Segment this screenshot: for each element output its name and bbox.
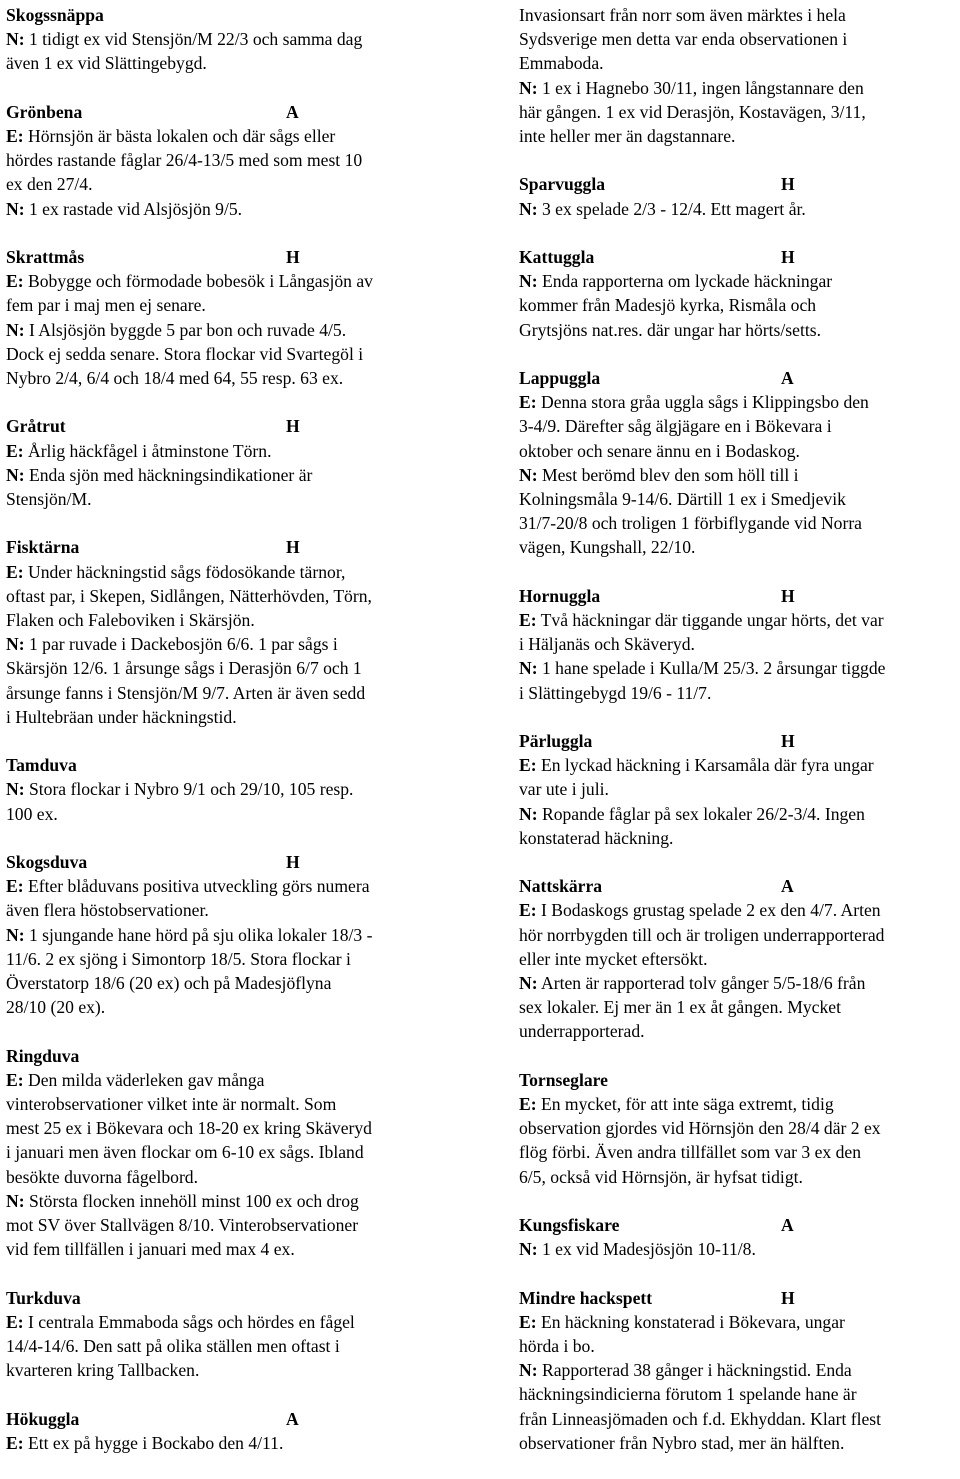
text-line	[6, 1237, 461, 1261]
species-heading	[519, 874, 957, 898]
species-heading	[6, 245, 461, 269]
line-text: 1 tidigt ex vid Stensjön/M 22/3 och samma dag	[24, 29, 363, 50]
text-line	[519, 390, 957, 414]
text-line	[6, 898, 461, 922]
line-tag: N:	[519, 658, 538, 679]
text-line	[6, 197, 461, 221]
species-heading	[6, 1286, 461, 1310]
text-line	[519, 1334, 957, 1358]
text-line	[6, 1310, 461, 1334]
line-text: Efter blåduvans positiva utveckling görs numera	[23, 876, 370, 897]
status-code: A	[286, 1408, 299, 1429]
line-text: Enda rapporterna om lyckade häckningar	[537, 271, 833, 292]
line-tag: E:	[519, 1094, 537, 1115]
line-text: 1 ex i Hagnebo 30/11, ingen långstannare den	[537, 77, 864, 98]
line-text: hördes rastande fåglar 26/4-13/5 med som mest 10	[6, 150, 363, 171]
line-text: En mycket, för att inte säga extremt, tidig	[536, 1094, 834, 1115]
line-text: flög förbi. Även andra tillfället som var 3 ex den	[519, 1142, 861, 1163]
status-code: A	[286, 101, 299, 122]
species-entry	[6, 100, 461, 221]
text-line	[6, 1334, 461, 1358]
text-line	[519, 439, 957, 463]
species-name: Skogssnäppa	[6, 5, 104, 25]
line-tag: N:	[519, 77, 538, 98]
line-text: hör norrbygden till och är troligen underrapporterad	[519, 924, 885, 945]
line-tag: N:	[519, 464, 538, 485]
line-text: Rapporterad 38 gånger i häckningstid. Enda	[537, 1360, 852, 1381]
line-text: I Alsjösjön byggde 5 par bon och ruvade 4/5.	[24, 319, 347, 340]
line-text: Invasionsart från norr som även märktes i hela	[519, 5, 846, 25]
species-name: Kattuggla	[519, 247, 595, 267]
status-code: H	[781, 174, 795, 195]
species-entry	[519, 172, 957, 220]
text-line	[519, 51, 957, 75]
line-tag: N:	[6, 29, 25, 50]
line-text: Hörnsjön är bästa lokalen och där sågs eller	[23, 126, 336, 146]
line-text: 1 ex rastade vid Alsjösjön 9/5.	[24, 198, 243, 219]
line-text: Under häckningstid sågs födosökande tärnor,	[23, 561, 346, 582]
status-code: H	[286, 852, 300, 873]
text-line	[519, 124, 957, 148]
line-text: 14/4-14/6. Den satt på olika ställen men oftast i	[6, 1336, 340, 1357]
species-heading	[519, 584, 957, 608]
status-code: H	[286, 247, 300, 267]
text-line	[519, 293, 957, 317]
right-column	[519, 3, 957, 1479]
text-line	[519, 923, 957, 947]
text-line	[6, 874, 461, 898]
text-line	[6, 366, 461, 390]
text-line	[519, 971, 957, 995]
line-text: Denna stora gråa uggla sågs i Klippingsbo den	[536, 392, 869, 413]
line-text: En lyckad häckning i Karsamåla där fyra ungar	[536, 755, 874, 776]
line-text: Enda sjön med häckningsindikationer är	[24, 464, 313, 485]
line-text: Sydsverige men detta var enda observationen i	[519, 29, 848, 50]
text-line	[6, 1165, 461, 1189]
species-name: Turkduva	[6, 1287, 81, 1308]
line-tag: E:	[519, 1311, 537, 1332]
line-text: Största flocken innehöll minst 100 ex och drog	[24, 1190, 359, 1211]
text-line	[6, 293, 461, 317]
line-text: En häckning konstaterad i Bökevara, ungar	[536, 1311, 845, 1332]
species-entry	[6, 1044, 461, 1262]
text-line	[519, 656, 957, 680]
text-line	[519, 1116, 957, 1140]
line-text: oftast par, i Skepen, Sidlången, Nätterhövden, Törn,	[6, 585, 372, 606]
status-code: H	[781, 585, 795, 606]
line-tag: N:	[6, 1190, 25, 1211]
species-entry	[6, 3, 461, 76]
text-line	[6, 923, 461, 947]
line-text: mot SV över Stallvägen 8/10. Vinterobservationer	[6, 1215, 359, 1236]
line-tag: N:	[519, 803, 538, 824]
text-line	[6, 342, 461, 366]
text-line	[519, 632, 957, 656]
line-text: häckningsindicierna förutom 1 spelande hane är	[519, 1384, 857, 1405]
line-text: Grytsjöns nat.res. där ungar har hörts/setts.	[519, 319, 821, 340]
species-name: Ringduva	[6, 1045, 80, 1066]
species-heading	[519, 1213, 957, 1237]
line-text: 100 ex.	[6, 803, 58, 824]
species-entry	[6, 1286, 461, 1383]
text-line	[6, 1068, 461, 1092]
text-line	[519, 898, 957, 922]
line-text: här gången. 1 ex vid Derasjön, Kostavägen, 3/11,	[519, 101, 866, 122]
text-line	[6, 777, 461, 801]
species-entry	[6, 753, 461, 826]
text-line	[519, 947, 957, 971]
text-line	[6, 124, 461, 148]
species-name: Hornuggla	[519, 585, 601, 606]
text-line	[519, 100, 957, 124]
line-tag: E:	[6, 876, 24, 897]
line-text: hörda i bo.	[519, 1336, 595, 1357]
text-line	[519, 1310, 957, 1334]
line-tag: E:	[6, 561, 24, 582]
text-line	[6, 632, 461, 656]
text-line	[519, 511, 957, 535]
status-code: H	[781, 247, 795, 267]
line-text: kommer från Madesjö kyrka, Rismåla och	[519, 295, 817, 316]
text-line	[6, 51, 461, 75]
line-text: inte heller mer än dagstannare.	[519, 126, 736, 147]
species-entry	[519, 1068, 957, 1189]
line-text: Dock ej sedda senare. Stora flockar vid Svartegöl i	[6, 343, 364, 364]
species-name: Fisktärna	[6, 537, 80, 558]
species-entry	[519, 1286, 957, 1455]
line-tag: E:	[6, 1069, 24, 1090]
species-entry	[519, 245, 957, 342]
line-text: 1 sjungande hane hörd på sju olika lokaler 18/3 -	[24, 924, 373, 945]
text-line	[6, 1116, 461, 1140]
species-name: Tamduva	[6, 755, 77, 776]
text-line	[519, 269, 957, 293]
line-text: mest 25 ex i Bökevara och 18-20 ex kring Skäveryd	[6, 1118, 372, 1139]
species-name: Skogsduva	[6, 852, 88, 873]
line-text: 31/7-20/8 och troligen 1 förbiflygande vid Norra	[519, 513, 862, 534]
status-code: A	[781, 1215, 794, 1236]
species-heading	[6, 535, 461, 559]
text-line	[519, 1382, 957, 1406]
text-line	[519, 753, 957, 777]
line-tag: N:	[6, 319, 25, 340]
text-line	[6, 1092, 461, 1116]
text-line	[6, 27, 461, 51]
line-text: var ute i juli.	[519, 779, 609, 800]
line-text: sex lokaler. Ej mer än 1 ex åt gången. Mycket	[519, 997, 841, 1018]
line-tag: E:	[6, 1311, 24, 1332]
text-line	[6, 1358, 461, 1382]
text-line	[519, 3, 957, 27]
line-text: 1 ex vid Madesjösjön 10-11/8.	[537, 1239, 756, 1260]
line-text: Ett ex på hygge i Bockabo den 4/11.	[23, 1432, 284, 1453]
text-line	[6, 656, 461, 680]
line-text: Skärsjön 12/6. 1 årsunge sågs i Derasjön 6/7 och 1	[6, 658, 362, 679]
species-entry	[519, 366, 957, 560]
species-heading	[6, 850, 461, 874]
species-entry	[6, 245, 461, 390]
text-line	[519, 27, 957, 51]
line-text: Arten är rapporterad tolv gånger 5/5-18/6 från	[537, 973, 866, 994]
text-line	[6, 1213, 461, 1237]
text-line	[519, 463, 957, 487]
line-text: oktober och senare ännu en i Bodaskog.	[519, 440, 800, 461]
line-text: underrapporterad.	[519, 1021, 645, 1042]
line-text: Nybro 2/4, 6/4 och 18/4 med 64, 55 resp. 63 ex.	[6, 368, 344, 389]
status-code: H	[286, 416, 300, 437]
line-text: Mest berömd blev den som höll till i	[537, 464, 799, 485]
line-text: Den milda väderleken gav många	[23, 1069, 265, 1090]
text-line	[519, 777, 957, 801]
species-entry	[519, 3, 957, 148]
species-heading	[6, 100, 461, 124]
species-name: Skrattmås	[6, 247, 85, 267]
text-line	[6, 584, 461, 608]
line-tag: N:	[519, 271, 538, 292]
line-text: fem par i maj men ej senare.	[6, 295, 206, 316]
text-line	[519, 487, 957, 511]
line-text: 28/10 (20 ex).	[6, 997, 106, 1018]
text-line	[6, 463, 461, 487]
text-line	[6, 1431, 461, 1455]
line-tag: E:	[519, 392, 537, 413]
line-tag: E:	[519, 755, 537, 776]
line-text: från Linneasjömaden och f.d. Ekhyddan. Klart flest	[519, 1408, 882, 1429]
status-code: H	[286, 537, 300, 558]
text-line	[519, 1140, 957, 1164]
line-tag: E:	[519, 610, 537, 631]
species-name: Kungsfiskare	[519, 1215, 620, 1236]
species-entry	[6, 414, 461, 511]
text-line	[519, 608, 957, 632]
text-line	[519, 1165, 957, 1189]
species-name: Tornseglare	[519, 1069, 608, 1090]
species-heading	[6, 1044, 461, 1068]
status-code: A	[781, 368, 794, 388]
text-line	[6, 947, 461, 971]
species-entry	[6, 850, 461, 1019]
species-heading	[519, 172, 957, 196]
line-text: i Slättingebygd 19/6 - 11/7.	[519, 682, 712, 703]
line-text: ex den 27/4.	[6, 174, 93, 195]
line-text: Två häckningar där tiggande ungar hörts, det var	[536, 610, 884, 631]
text-line	[6, 1140, 461, 1164]
line-text: Årlig häckfågel i åtminstone Törn.	[23, 440, 272, 461]
text-line	[519, 414, 957, 438]
line-text: Emmaboda.	[519, 53, 604, 74]
text-line	[6, 148, 461, 172]
species-name: Mindre hackspett	[519, 1287, 653, 1308]
line-text: konstaterad häckning.	[519, 827, 674, 848]
line-tag: N:	[6, 924, 25, 945]
species-heading	[519, 245, 957, 269]
species-heading	[519, 1068, 957, 1092]
status-code: H	[781, 1287, 795, 1308]
line-text: Kolningsmåla 9-14/6. Därtill 1 ex i Smedjevik	[519, 489, 846, 510]
species-entry	[6, 1407, 461, 1455]
species-entry	[519, 584, 957, 705]
line-text: även 1 ex vid Slättingebygd.	[6, 53, 207, 74]
text-line	[6, 487, 461, 511]
line-tag: N:	[519, 198, 538, 219]
line-text: i januari men även flockar om 6-10 ex sågs. Ibland	[6, 1142, 364, 1163]
text-line	[519, 826, 957, 850]
line-tag: E:	[6, 1432, 24, 1453]
text-line	[6, 971, 461, 995]
text-line	[519, 681, 957, 705]
species-heading	[519, 729, 957, 753]
line-text: vägen, Kungshall, 22/10.	[519, 537, 696, 558]
line-text: Bobygge och förmodade bobesök i Långasjön av	[23, 271, 373, 292]
species-entry	[519, 874, 957, 1043]
text-line	[6, 269, 461, 293]
line-text: årsunge fanns i Stensjön/M 9/7. Arten är även sedd	[6, 682, 366, 703]
line-tag: E:	[6, 440, 24, 461]
text-line	[6, 705, 461, 729]
species-name: Lappuggla	[519, 368, 601, 388]
line-tag: N:	[6, 634, 25, 655]
species-heading	[6, 3, 461, 27]
text-line	[519, 1431, 957, 1455]
species-name: Pärluggla	[519, 731, 593, 752]
line-tag: N:	[519, 973, 538, 994]
line-text: Stora flockar i Nybro 9/1 och 29/10, 105 resp.	[24, 779, 354, 800]
text-line	[6, 318, 461, 342]
line-text: vid fem tillfällen i januari med max 4 ex.	[6, 1239, 295, 1260]
species-name: Sparvuggla	[519, 174, 606, 195]
text-line	[6, 439, 461, 463]
line-text: 3-4/9. Därefter såg älgjägare en i Bökevara i	[519, 416, 832, 437]
line-text: observationer från Nybro stad, mer än hälften.	[519, 1432, 845, 1453]
line-tag: N:	[6, 464, 25, 485]
line-tag: N:	[519, 1360, 538, 1381]
line-tag: E:	[6, 126, 24, 146]
text-line	[519, 535, 957, 559]
line-text: 6/5, också vid Hörnsjön, är hyfsat tidigt.	[519, 1166, 803, 1187]
line-text: i Häljanäs och Skäveryd.	[519, 634, 695, 655]
line-text: eller inte mycket eftersökt.	[519, 948, 708, 969]
line-text: 1 hane spelade i Kulla/M 25/3. 2 årsungar tiggde	[537, 658, 886, 679]
line-text: observation gjordes vid Hörnsjön den 28/4 där 2 ex	[519, 1118, 881, 1139]
text-line	[519, 197, 957, 221]
species-heading	[6, 414, 461, 438]
line-text: 11/6. 2 ex sjöng i Simontorp 18/5. Stora flockar i	[6, 948, 351, 969]
line-tag: E:	[519, 900, 537, 921]
species-name: Grönbena	[6, 101, 83, 122]
line-text: 3 ex spelade 2/3 - 12/4. Ett magert år.	[537, 198, 806, 219]
line-text: I Bodaskogs grustag spelade 2 ex den 4/7. Arten	[536, 900, 881, 921]
line-tag: N:	[519, 1239, 538, 1260]
text-line	[6, 172, 461, 196]
line-text: Stensjön/M.	[6, 489, 92, 510]
line-text: kvarteren kring Tallbacken.	[6, 1360, 200, 1381]
text-line	[519, 995, 957, 1019]
text-line	[519, 318, 957, 342]
text-line	[6, 608, 461, 632]
status-code: H	[781, 731, 795, 752]
status-code: A	[781, 876, 794, 897]
line-tag: N:	[6, 779, 25, 800]
line-text: I centrala Emmaboda sågs och hördes en fågel	[23, 1311, 355, 1332]
line-text: i Hultebräan under häckningstid.	[6, 706, 237, 727]
line-text: även flera höstobservationer.	[6, 900, 209, 921]
text-line	[519, 1237, 957, 1261]
line-tag: N:	[6, 198, 25, 219]
species-entry	[6, 535, 461, 729]
line-text: Överstatorp 18/6 (20 ex) och på Madesjöflyna	[6, 973, 332, 994]
text-line	[519, 802, 957, 826]
species-entry	[519, 1213, 957, 1261]
text-line	[6, 681, 461, 705]
line-text: besökte duvorna fågelbord.	[6, 1166, 199, 1187]
species-heading	[6, 1407, 461, 1431]
line-text: Flaken och Faleboviken i Skärsjön.	[6, 610, 255, 631]
species-name: Hökuggla	[6, 1408, 80, 1429]
species-entry	[519, 729, 957, 850]
species-heading	[519, 1286, 957, 1310]
text-line	[6, 560, 461, 584]
species-heading	[519, 366, 957, 390]
text-line	[519, 1407, 957, 1431]
text-line	[519, 1019, 957, 1043]
text-line	[519, 1358, 957, 1382]
text-line	[519, 76, 957, 100]
text-line	[6, 1189, 461, 1213]
line-text: 1 par ruvade i Dackebosjön 6/6. 1 par sågs i	[24, 634, 338, 655]
text-line	[6, 995, 461, 1019]
species-name: Gråtrut	[6, 416, 66, 437]
line-text: vinterobservationer vilket inte är normalt. Som	[6, 1094, 337, 1115]
text-line	[6, 802, 461, 826]
text-line	[519, 1092, 957, 1116]
species-name: Nattskärra	[519, 876, 603, 897]
species-heading	[6, 753, 461, 777]
line-text: Ropande fåglar på sex lokaler 26/2-3/4. Ingen	[537, 803, 865, 824]
line-tag: E:	[6, 271, 24, 292]
left-column	[6, 3, 461, 1479]
